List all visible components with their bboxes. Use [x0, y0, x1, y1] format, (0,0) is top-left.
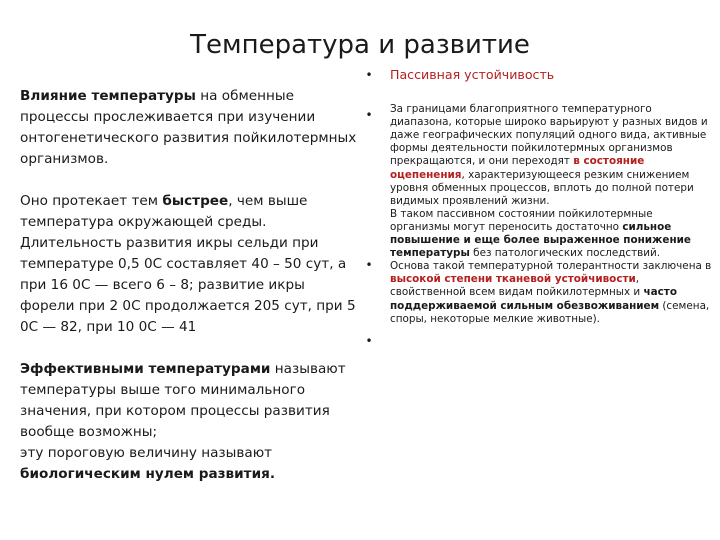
paragraph-effective-temperatures	[20, 359, 360, 485]
bold-term: Эффективными температурами	[20, 361, 271, 377]
bold-term: быстрее	[162, 193, 229, 209]
highlight-term: высокой степени тканевой устойчивости	[390, 273, 636, 286]
left-text-column	[20, 86, 360, 485]
bullet-icon: •	[365, 258, 373, 272]
bullet-icon: •	[365, 68, 373, 82]
paragraph-text: эту пороговую величину называют	[20, 445, 273, 461]
bullet-icon: •	[365, 108, 373, 122]
slide-title: Температура и развитие	[190, 30, 530, 60]
bold-term: сильное повышение и еще более выраженное понижение температуры	[390, 220, 691, 260]
paragraph-text: Оно протекает тем	[20, 193, 163, 209]
paragraph-text: Основа такой температурной толерантности заключена в	[390, 260, 712, 273]
paragraph-text: , характеризующееся резким снижением уровня обменных процессов, вплоть до полной потери видимых проявлений жизни.	[390, 168, 694, 207]
paragraph-temperature-influence	[20, 86, 360, 170]
bullet-text-stupor	[390, 103, 712, 208]
bullet-icon: •	[365, 334, 373, 348]
paragraph-text: , свойственной всем видам пойкилотермных и	[390, 273, 644, 299]
paragraph-text: называют температуры выше того минимального значения, при котором процессы развития вообще возможны;	[20, 361, 346, 440]
bullet-text-tolerance	[390, 208, 712, 260]
bold-term: биологическим нулем развития.	[20, 466, 275, 482]
highlight-term: в состояние оцепенения	[390, 155, 645, 181]
bold-term: Влияние температуры	[20, 88, 196, 104]
paragraph-development-speed	[20, 191, 360, 338]
paragraph-text: без патологических последствий.	[469, 247, 661, 260]
passive-resistance-heading: Пассивная устойчивость	[390, 67, 555, 82]
paragraph-text: В таком пассивном состоянии пойкилотермные организмы могут переносить достаточно	[390, 207, 653, 233]
right-text-column	[390, 68, 712, 326]
paragraph-text: (семена, споры, некоторые мелкие животные).	[390, 299, 710, 325]
bullet-text-tissue-resistance	[390, 260, 712, 325]
bold-term: часто поддерживаемой сильным обезвоживанием	[390, 286, 677, 312]
paragraph-text: , чем выше температура окружающей среды. Длительность развития икры сельди при температуре 0,5 0С составляет 40 – 50 сут, а при 16 0С — всего 6 – 8; развитие икры форели при 2 0С продолжается 205 сут, при 5 0С — 82, при 10 0С — 41	[20, 193, 356, 335]
paragraph-text: на обменные процессы прослеживается при изучении онтогенетического развития пойкилотермных организмов.	[20, 88, 357, 167]
paragraph-text: За границами благоприятного температурного диапазона, которые широко варьируют у разных видов и даже географических популяций одного вида, активные формы деятельности пойкилотермных организмов прекращаются, и они переходят	[390, 103, 708, 168]
